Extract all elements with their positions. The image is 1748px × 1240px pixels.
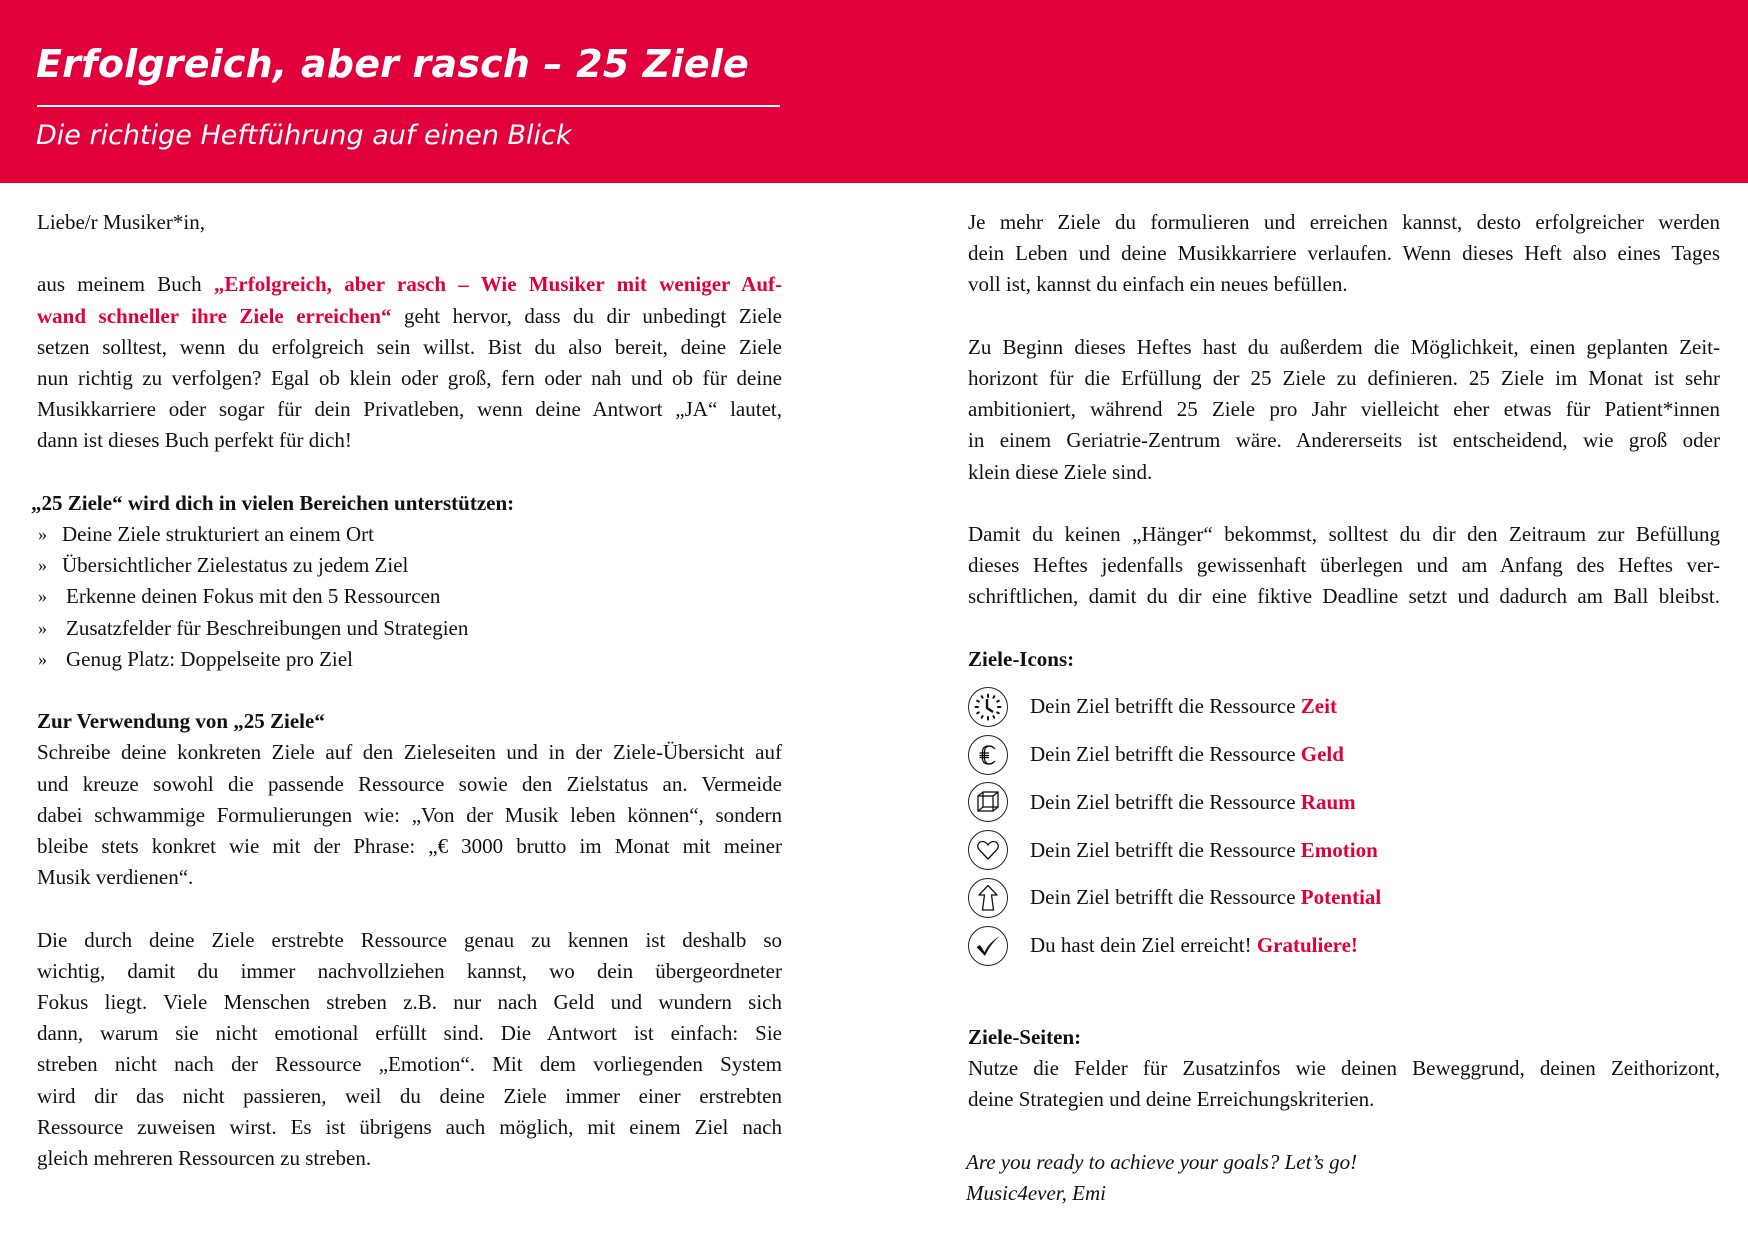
icon-legend-item [968,922,1720,970]
resources-line: wichtig, damit du immer nachvollziehen kannst, wo dein übergeordneter [37,958,782,983]
cube-icon [968,782,1008,822]
page-subtitle: Die richtige Heftführung auf einen Blick [36,120,572,151]
resource-name: Potential [1300,885,1382,910]
list-item-text: Zusatzfelder für Beschreibungen und Strategien [66,615,469,640]
icon-legend-text [1030,882,1381,913]
text-line: Nutze die Felder für Zusatzinfos wie deinen Beweggrund, deinen Zeithorizont, [968,1055,1720,1080]
intro-line: dann ist dieses Buch perfekt für dich! [37,428,352,453]
resource-name: Emotion [1300,837,1378,862]
usage-line: und kreuze sowohl die passende Ressource sowie den Zielstatus an. Vermeide [37,771,782,796]
resources-line: dann, warum sie nicht emotional erfüllt sind. Die Antwort ist einfach: Sie [37,1021,782,1046]
euro-icon [968,735,1008,775]
list-item [37,613,782,644]
usage-line: dabei schwammige Formulierungen wie: „Von der Musik leben können“, sondern [37,802,782,827]
text-line: voll ist, kannst du einfach ein neues befüllen. [968,272,1348,297]
resources-line: Fokus liegt. Viele Menschen streben z.B. nur nach Geld und wundern sich [37,990,782,1015]
icon-legend-text [1030,787,1356,818]
resources-line: gleich mehreren Ressourcen zu streben. [37,1146,372,1171]
text-line: ambitioniert, während 25 Ziele pro Jahr vielleicht eher etwas für Patient*innen [968,397,1720,422]
clock-icon [968,687,1008,727]
legend-label: Dein Ziel betrifft die Ressource [1030,789,1301,814]
resource-name: Geld [1300,742,1344,767]
closing [966,1147,1720,1209]
list-item [37,519,782,550]
list-item [37,581,782,612]
bullet-icon: » [38,617,47,638]
text-line: Zu Beginn dieses Heftes hast du außerdem die Möglichkeit, einen geplanten Zeit- [968,334,1720,359]
book-title: „Erfolgreich, aber rasch – Wie Musiker mit weniger Auf- [213,272,782,297]
icon-legend [968,683,1720,970]
features-list [37,519,782,675]
text-line: dein Leben und deine Musikkarriere verlaufen. Wenn dieses Heft also eines Tages [968,241,1720,266]
resource-name: Zeit [1300,694,1337,719]
intro-line: setzen solltest, wenn du erfolgreich sein willst. Bist du also bereit, deine Ziele [37,334,782,359]
spacer [968,970,1720,1022]
list-item-text: Übersichtlicher Zielestatus zu jedem Ziel [62,553,409,578]
usage-paragraph [37,737,782,893]
header-banner [0,0,1748,183]
text-line: in einem Geriatrie-Zentrum wäre. Andererseits ist entscheidend, wie groß oder [968,428,1720,453]
legend-label: Dein Ziel betrifft die Ressource [1030,837,1301,862]
closing-line: Are you ready to achieve your goals? Let’s go! [966,1149,1358,1174]
left-column [31,207,782,1174]
paragraph-more-goals [968,207,1720,301]
text-line: Je mehr Ziele du formulieren und erreichen kannst, desto erfolgreicher werden [968,210,1720,234]
icon-legend-item [968,779,1720,827]
text-line: klein diese Ziele sind. [968,459,1153,484]
features-heading: „25 Ziele“ wird dich in vielen Bereichen unterstützen: [31,490,515,515]
list-item-text: Deine Ziele strukturiert an einem Ort [62,522,374,546]
intro-line: Musikkarriere oder sogar für dein Privatleben, wenn deine Antwort „JA“ lautet, [37,397,782,422]
text-line: schriftlichen, damit du dir eine fiktive Deadline setzt und dadurch am Ball bleibst. [968,584,1720,609]
list-item [37,550,782,581]
intro-line [37,301,782,332]
signature: Music4ever, Emi [966,1180,1106,1205]
icon-legend-item [968,826,1720,874]
text-line: dieses Heftes jedenfalls gewissenhaft überlegen und am Anfang des Heftes ver- [968,553,1720,578]
bullet-icon: » [38,586,47,607]
intro-paragraph [37,269,782,456]
intro-line: nun richtig zu verfolgen? Egal ob klein oder groß, fern oder nah und ob für deine [37,366,782,390]
paragraph-deadline [968,519,1720,613]
icon-legend-text [1030,739,1344,770]
pages-paragraph [968,1053,1720,1115]
icon-legend-item [968,683,1720,731]
icon-legend-item [968,874,1720,922]
header-divider [37,105,780,107]
icon-legend-text [1030,691,1337,722]
checkmark-icon [968,926,1008,966]
greeting: Liebe/r Musiker*in, [37,210,205,234]
resources-line: Ressource zuweisen wirst. Es ist übrigens auch möglich, mit einem Ziel nach [37,1114,782,1139]
usage-line: Musik verdienen“. [37,865,194,890]
list-item-text: Genug Platz: Doppelseite pro Ziel [66,646,353,671]
intro-line [37,269,782,300]
icon-legend-text [1030,930,1358,961]
paragraph-time-horizon [968,332,1720,488]
heart-icon [968,830,1008,870]
usage-heading: Zur Verwendung von „25 Ziele“ [37,709,325,734]
text-line: Damit du keinen „Hänger“ bekommst, solltest du dir den Zeitraum zur Befüllung [968,522,1720,546]
usage-line: bleibe stets konkret wie mit der Phrase: „€ 3000 brutto im Monat mit meiner [37,834,782,859]
list-item [37,644,782,675]
page-title: Erfolgreich, aber rasch – 25 Ziele [36,42,750,86]
icon-legend-item [968,731,1720,779]
bullet-icon: » [38,648,47,669]
resources-paragraph [37,925,782,1175]
icons-heading: Ziele-Icons: [968,646,1075,671]
bullet-icon: » [38,524,47,544]
pages-heading: Ziele-Seiten: [968,1024,1082,1049]
arrow-up-icon [968,878,1008,918]
list-item-text: Erkenne deinen Fokus mit den 5 Ressourcen [66,584,441,609]
legend-label: Dein Ziel betrifft die Ressource [1030,885,1301,910]
usage-line: Schreibe deine konkreten Ziele auf den Zieleseiten und in der Ziele-Übersicht auf [37,740,782,765]
intro-prefix: aus meinem Buch [37,272,214,297]
text-line: deine Strategien und deine Erreichungskriterien. [968,1087,1375,1112]
resources-line: streben nicht nach der Ressource „Emotion“. Mit dem vorliegenden System [37,1052,782,1077]
legend-label: Dein Ziel betrifft die Ressource [1030,694,1301,719]
congrats-text: Gratuliere! [1256,933,1358,958]
resources-line: Die durch deine Ziele erstrebte Ressource genau zu kennen ist deshalb so [37,927,782,952]
legend-label: Du hast dein Ziel erreicht! [1030,933,1257,958]
right-column [968,207,1720,1209]
resources-line: wird dir das nicht passieren, weil du deine Ziele immer einer erstrebten [37,1083,782,1108]
bullet-icon: » [38,555,47,576]
icon-legend-text [1030,835,1378,866]
book-title: wand schneller ihre Ziele erreichen“ [37,303,392,328]
legend-label: Dein Ziel betrifft die Ressource [1030,742,1301,767]
text-line: horizont für die Erfüllung der 25 Ziele zu definieren. 25 Ziele im Monat ist sehr [968,366,1720,390]
resource-name: Raum [1300,789,1356,814]
intro-text: geht hervor, dass du dir unbedingt Ziele [391,303,782,328]
